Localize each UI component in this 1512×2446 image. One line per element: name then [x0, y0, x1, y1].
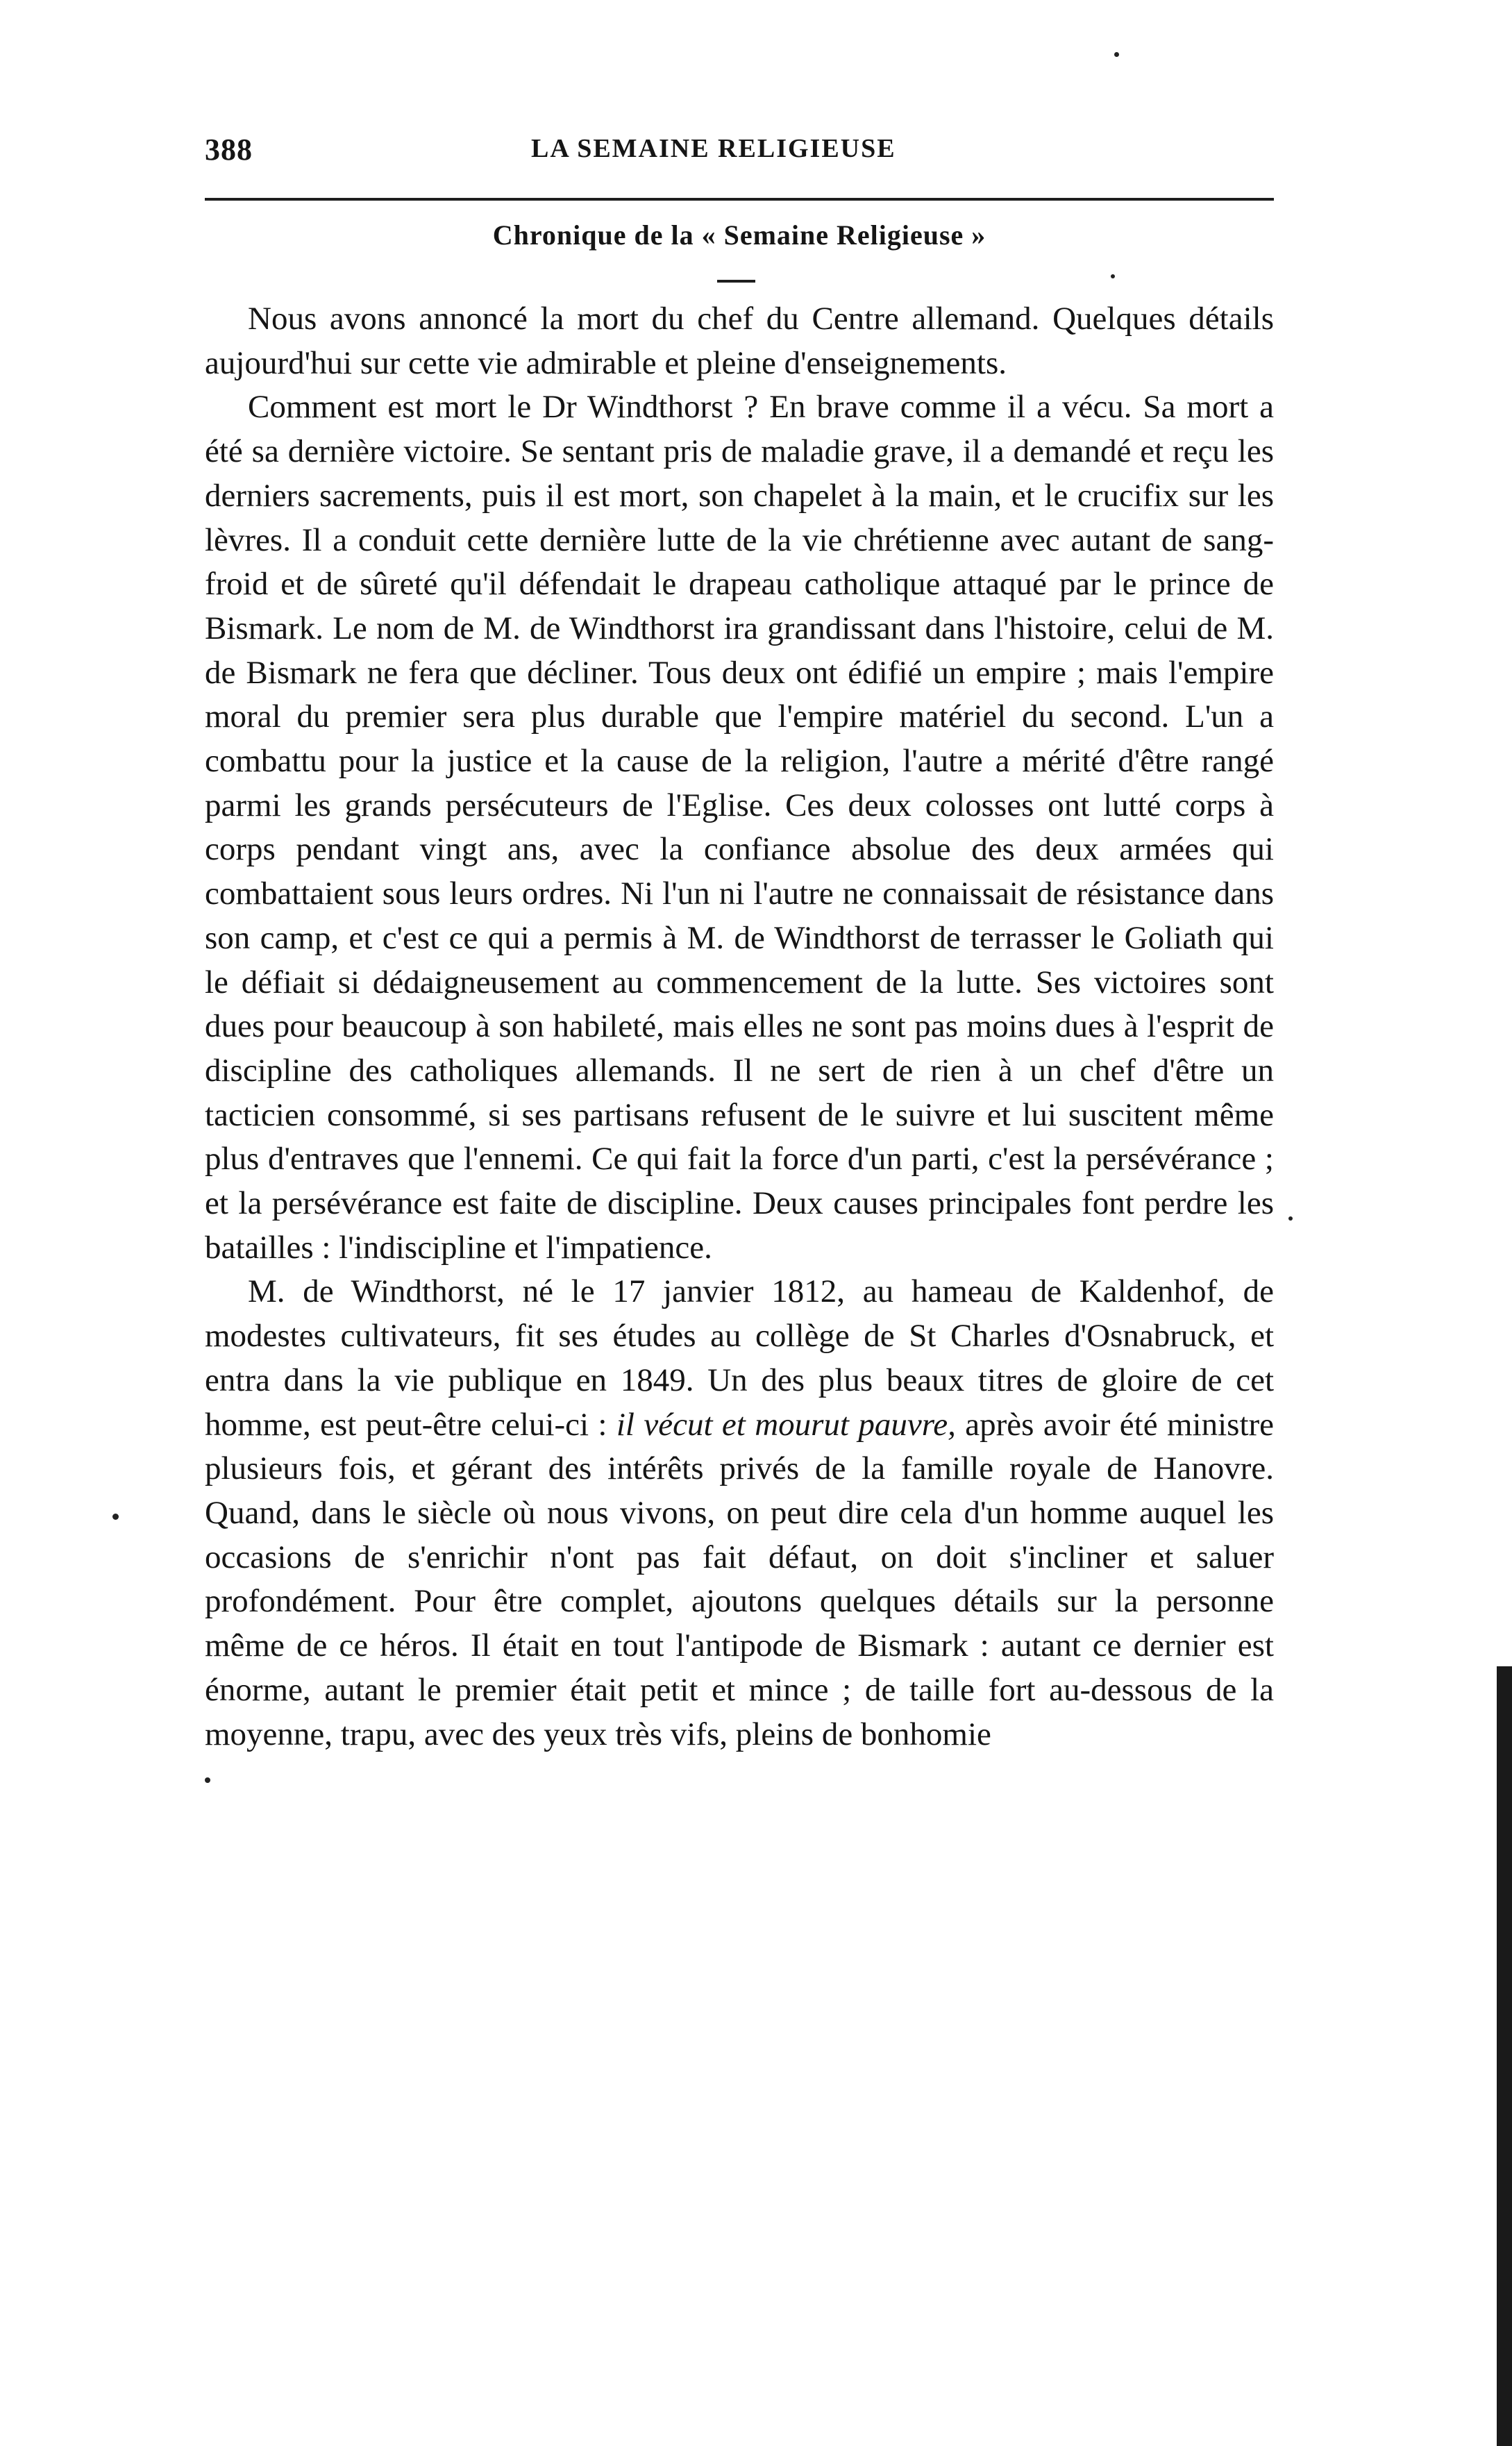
header-rule	[205, 198, 1274, 201]
paragraph-text: M. de Windthorst, né le 17 janvier 1812, au hameau de Kaldenhof, de modestes cultivateurs, fit ses études au collège de St Charles d'Osnabruck, et entra dans la vie publique en 1849. Un des plus beaux titres de gloire de cet homme, est peut-être celui-ci :	[205, 1273, 1274, 1443]
section-title: Chronique de la « Semaine Religieuse »	[492, 219, 986, 251]
page-edge-shadow	[1497, 1666, 1512, 2446]
running-head	[205, 125, 1274, 174]
speck	[1288, 1216, 1293, 1221]
paragraph-text: après avoir été ministre plusieurs fois, et gérant des intérêts privés de la famille royale de Hanovre. Quand, dans le siècle où nous vivons, on peut dire cela d'un homme auquel les occasions de s'enrichir n'ont pas fait défaut, on doit s'incliner et saluer profondément. Pour être complet, ajoutons quelques détails sur la personne même de ce héros. Il était en tout l'antipode de Bismark : autant ce dernier est énorme, autant le premier était petit et mince ; de taille fort au-dessous de la moyenne, trapu, avec des yeux très vifs, pleins de bonhomie	[205, 1406, 1275, 1752]
title-dash	[717, 280, 755, 283]
speck	[1114, 52, 1119, 57]
paragraph	[205, 385, 1274, 1270]
page-number: 388	[205, 133, 253, 167]
emphasis-text: il vécut et mourut pauvre,	[616, 1406, 956, 1443]
page	[205, 125, 1274, 174]
paragraph-text: Nous avons annoncé la mort du chef du Centre allemand. Quelques détails aujourd'hui sur cette vie admirable et pleine d'enseignements.	[205, 301, 1274, 381]
running-title: LA SEMAINE RELIGIEUSE	[531, 134, 896, 163]
article-body	[205, 297, 1274, 1757]
speck	[205, 1777, 210, 1783]
paragraph	[205, 297, 1274, 385]
speck	[1111, 274, 1115, 278]
paragraph	[205, 1270, 1274, 1757]
speck	[112, 1514, 119, 1520]
paragraph-text: Comment est mort le Dr Windthorst ? En brave comme il a vécu. Sa mort a été sa dernière victoire. Se sentant pris de maladie grave, il a demandé et reçu les derniers sacrements, puis il est mort, son chapelet à la main, et le crucifix sur les lèvres. Il a conduit cette dernière lutte de la vie chrétienne avec autant de sang-froid et de sûreté qu'il défendait le drapeau catholique attaqué par le prince de Bismark. Le nom de M. de Windthorst ira grandissant dans l'histoire, celui de M. de Bismark ne fera que décliner. Tous deux ont édifié un empire ; mais l'empire moral du premier sera plus durable que l'empire matériel du second. L'un a combattu pour la justice et la cause de la religion, l'autre a mérité d'être rangé parmi les grands persécuteurs de l'Eglise. Ces deux colosses ont lutté corps à corps pendant vingt ans, avec la confiance absolue des deux armées qui combattaient sous leurs ordres. Ni l'un ni l'autre ne connaissait de résistance dans son camp, et c'est ce qui a permis à M. de Windthorst de terrasser le Goliath qui le défiait si dédaigneusement au commencement de la lutte. Ses victoires sont dues pour beaucoup à son habileté, mais elles ne sont pas moins dues à l'esprit de discipline des catholiques allemands. Il ne sert de rien à un chef d'être un tacticien consommé, si ses partisans refusent de le suivre et lui suscitent même plus d'entraves que l'ennemi. Ce qui fait la force d'un parti, c'est la persévérance ; et la persévérance est faite de discipline. Deux causes principales font perdre les batailles : l'indiscipline et l'impatience.	[205, 389, 1274, 1266]
